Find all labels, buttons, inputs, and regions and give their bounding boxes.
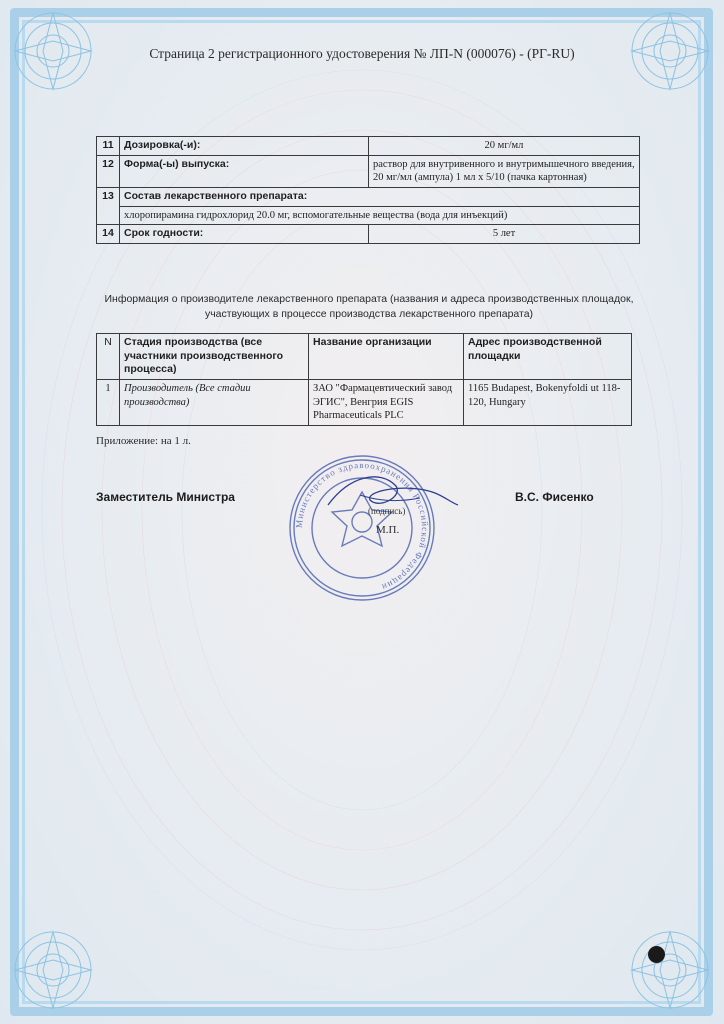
- table-row: [97, 137, 640, 156]
- page-title: Страница 2 регистрационного удостоверения № ЛП-N (000076) - (РГ-RU): [149, 46, 575, 61]
- properties-table: [96, 136, 640, 244]
- row-value: 20 мг/мл: [369, 137, 640, 156]
- table-row: [97, 187, 640, 206]
- row-label: Состав лекарственного препарата:: [120, 187, 640, 206]
- column-header: Название организации: [309, 334, 464, 380]
- seal-caption: М.П.: [376, 524, 400, 536]
- row-value: 5 лет: [369, 225, 640, 244]
- signature-caption: (подпись): [368, 506, 406, 516]
- info-line: Информация о производителе лекарственного препарата (названия и адреса производственных площадок,: [104, 293, 634, 305]
- row-number: 11: [97, 137, 120, 156]
- table-header-row: [97, 334, 632, 380]
- signature-icon: [320, 465, 460, 525]
- row-number: 12: [97, 155, 120, 187]
- column-header: Стадия производства (все участники производственного процесса): [120, 334, 309, 380]
- row-value: хлоропирамина гидрохлорид 20.0 мг, вспомогательные вещества (вода для инъекций): [120, 206, 640, 225]
- row-label: Дозировка(-и):: [120, 137, 369, 156]
- corner-rosette-icon: [8, 925, 98, 1015]
- punch-hole: [648, 946, 665, 963]
- column-header: N: [97, 334, 120, 380]
- table-cell: 1: [97, 379, 120, 425]
- row-label: Форма(-ы) выпуска:: [120, 155, 369, 187]
- table-cell: 1165 Budapest, Bokenyfoldi ut 118-120, Hungary: [464, 379, 632, 425]
- seal-ring-text: Министерство здравоохранения Российской Федерации: [293, 459, 431, 593]
- table-row: [97, 225, 640, 244]
- signatory-position: Заместитель Министра: [96, 490, 235, 504]
- corner-rosette-icon: [625, 925, 715, 1015]
- row-number: 13: [97, 187, 120, 224]
- table-cell: ЗАО "Фармацевтический завод ЭГИС", Венгрия EGIS Pharmaceuticals PLC: [309, 379, 464, 425]
- row-number: 14: [97, 225, 120, 244]
- table-row: [97, 155, 640, 187]
- appendix-note: Приложение: на 1 л.: [96, 435, 191, 447]
- table-row: [97, 206, 640, 225]
- table-row: [97, 379, 632, 425]
- manufacturer-info-heading: [86, 292, 652, 321]
- info-line: участвующих в процессе производства лекарственного препарата): [204, 307, 534, 320]
- signatory-name: В.С. Фисенко: [515, 490, 594, 504]
- manufacturers-table: [96, 333, 632, 426]
- row-value: раствор для внутривенного и внутримышечного введения, 20 мг/мл (ампула) 1 мл x 5/10 (пачка картонная): [369, 155, 640, 187]
- column-header: Адрес производственной площадки: [464, 334, 632, 380]
- row-label: Срок годности:: [120, 225, 369, 244]
- table-cell: Производитель (Все стадии производства): [120, 379, 309, 425]
